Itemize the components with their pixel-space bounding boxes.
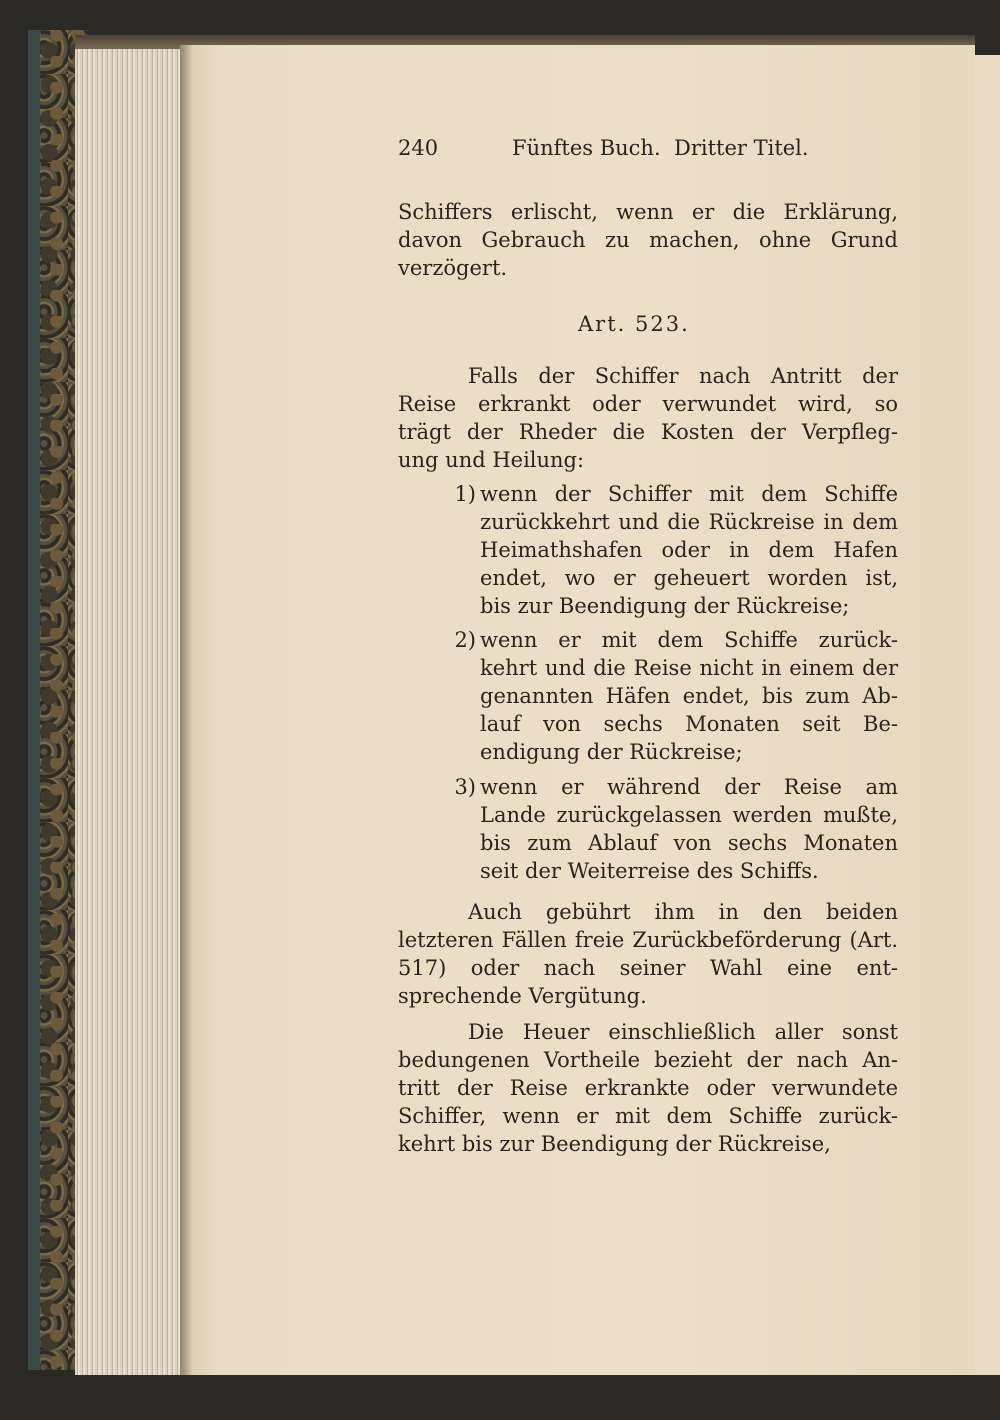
page-block-edges: [75, 45, 180, 1375]
text-line: endigung der Rückreise;: [480, 740, 743, 764]
list-item-number: 3): [454, 775, 476, 799]
article-heading: Art. 523.: [578, 312, 690, 336]
facing-page-edge: [975, 55, 1000, 1375]
text-line: kehrt und die Reise nicht in einem der: [480, 656, 898, 680]
list-item-number: 1): [454, 482, 476, 506]
text-line: tritt der Reise erkrankte oder verwundete: [398, 1076, 898, 1100]
text-line: Schiffer, wenn er mit dem Schiffe zurück-: [398, 1104, 898, 1128]
text-line: Schiffers erlischt, wenn er die Erklärung,: [398, 200, 898, 224]
text-line: bedungenen Vortheile bezieht der nach An-: [398, 1048, 898, 1072]
text-line: Falls der Schiffer nach Antritt der: [468, 364, 898, 388]
text-line: Heimathshafen oder in dem Hafen: [480, 538, 898, 562]
text-line: Lande zurückgelassen werden mußte,: [480, 803, 898, 827]
text-line: ung und Heilung:: [398, 448, 585, 472]
page-number: 240: [398, 136, 439, 160]
text-line: Die Heuer einschließlich aller sonst: [468, 1020, 898, 1044]
text-line: kehrt bis zur Beendigung der Rückreise,: [398, 1132, 831, 1156]
list-item-number: 2): [454, 628, 476, 652]
text-line: wenn er mit dem Schiffe zurück-: [480, 628, 898, 652]
text-line: 517) oder nach seiner Wahl eine ent-: [398, 956, 898, 980]
cover-spine-edge: [28, 30, 40, 1370]
text-line: Auch gebührt ihm in den beiden: [468, 900, 898, 924]
text-line: wenn der Schiffer mit dem Schiffe: [480, 482, 898, 506]
text-line: zurückkehrt und die Rückreise in dem: [480, 510, 898, 534]
text-line: trägt der Rheder die Kosten der Verpfleg-: [398, 420, 898, 444]
text-line: bis zur Beendigung der Rückreise;: [480, 594, 850, 618]
text-line: wenn er während der Reise am: [480, 775, 898, 799]
text-line: endet, wo er geheuert worden ist,: [480, 566, 898, 590]
text-line: lauf von sechs Monaten seit Be-: [480, 712, 898, 736]
text-line: bis zum Ablauf von sechs Monaten: [480, 831, 898, 855]
text-line: genannten Häfen endet, bis zum Ab-: [480, 684, 898, 708]
text-line: letzteren Fällen freie Zurückbeförderung (Art.: [398, 928, 898, 952]
text-line: sprechende Vergütung.: [398, 984, 647, 1008]
text-line: verzögert.: [398, 256, 508, 280]
running-title: Fünftes Buch. Dritter Titel.: [512, 136, 809, 160]
page-gutter: [180, 45, 192, 1375]
text-line: davon Gebrauch zu machen, ohne Grund: [398, 228, 898, 252]
text-line: seit der Weiterreise des Schiffs.: [480, 859, 819, 883]
text-line: Reise erkrankt oder verwundet wird, so: [398, 392, 898, 416]
